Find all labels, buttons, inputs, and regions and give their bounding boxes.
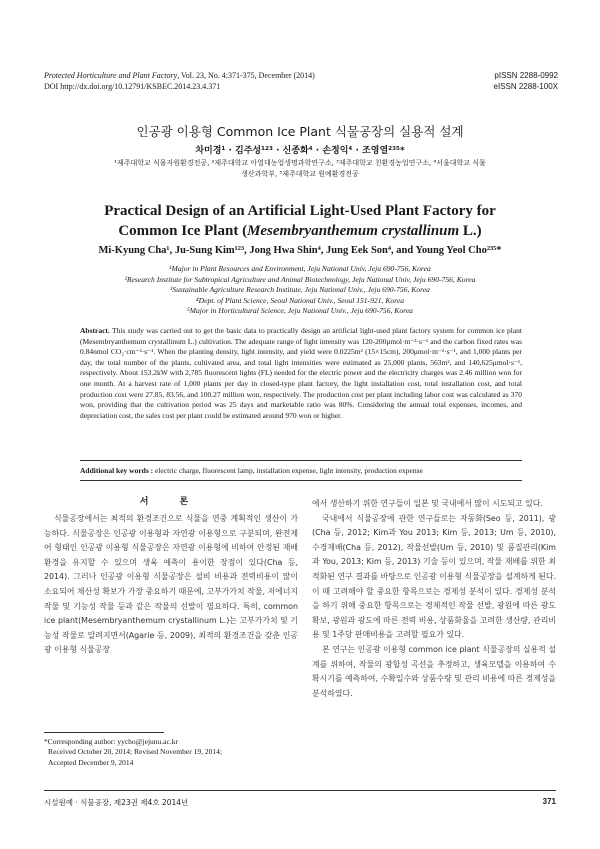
keywords [80, 466, 522, 475]
title-part: L.) [459, 223, 482, 239]
issn-block [494, 70, 559, 92]
english-authors: Mi-Kyung Cha¹, Ju-Sung Kim¹²³, Jong Hwa Shin⁴, Jung Eek Son⁴, and Young Yeol Cho²³⁵* [98, 245, 502, 256]
received-date: Received October 20, 2014; Revised November 19, 2014; [48, 747, 222, 757]
abstract-text: This study was carried out to get the basic data to practically design an artificial light-used plant factory system for common ice plant (Mesembryanthemum crystallinum L.) cultivation. The adequate range of light intensity was 120-200μmol·m⁻²·s⁻¹ and the carbon fixed rates was 0.84nmol CO₂·cm⁻²·s⁻¹. When the planting density, light intensity, and yield were 0.0225m² (15×15cm), 200μmol·m⁻²·s⁻¹, and 1,000 plants per day, the total number of the plants, cultivated area, and total light intensities were estimated as 25,000 plants, 563m², and 140,625μmol·s⁻¹, respectively. About 153.2kW with 2,785 fluorescent lights (FL) needed for the electric power and the electricity charges was 2.46 million won for one month. At a harvest rate of 1,000 plants per day in closed-type plant factory, the light installation cost, total installation cost, and total production cost were 27.85, 83.56, and 100.27 million won, respectively. The production cost per plant including labor cost was calculated as 370 won, providing that the cultivation period was 25 days and marketable ratio was 80%. Considering the annual total expenses, incomes, and depreciation cost, the sales cost per plant could be estimated around 970 won or higher. [80, 326, 522, 420]
english-affiliation-line: ²Research Institute for Subtropical Agriculture and Animal Biotechnology, Jeju National Univ, Jeju 690-756, Korea [124, 274, 476, 284]
abstract [80, 326, 522, 421]
english-affiliation-line: ⁵Major in Horticultural Science, Jeju National Univ., Jeju 690-756, Korea [187, 306, 413, 315]
footnote-rule [44, 732, 164, 733]
keywords-rule-bottom [80, 480, 522, 481]
eissn: eISSN 2288-100X [493, 82, 558, 91]
keywords-label: Additional key words : [80, 466, 154, 475]
species-name: Mesembryanthemum crystallinum [247, 223, 460, 239]
journal-citation: , Vol. 23, No. 4:371-375, December (2014) [177, 71, 315, 80]
keywords-rule-top [80, 460, 522, 461]
paragraph: 식물공장에서는 최적의 환경조건으로 식물을 연중 계획적인 생산이 가능하다. 식물공장은 인공광 이용형과 자연광 이용형으로 구분되며, 완전제어 형태인 인공광 이용형 식물공장은 자연광 이용형에 비하여 안정된 재배 환경을 유지할 수 있으며 생육 예측이 용이한 장점이 있다(Cha 등, 2014). 그러나 인공광 이용형 식물공장은 설비 비용과 전력비용이 많이 소요되어 채산성 확보가 가장 중요하기 때문에, 고부가가치 작물, 저에너지 작물 및 기능성 작물 등과 같은 작물의 선발이 필요하다. 특히, common ice plant(Mesembryanthemum crystallinum L.)는 고부가가치 및 기능성 작물로 알려지면서(Agarie 등, 2009), 최적의 환경조건을 갖춘 인공광 이용형 식물공장 [44, 514, 298, 655]
footnote [44, 737, 298, 768]
korean-affiliation-line: ¹제주대학교 식물자원환경전공, ²제주대학교 아열대농업생명과학연구소, ³제주대학교 친환경농업연구소, ⁴서울대학교 식물 [114, 159, 486, 167]
doi-link[interactable]: DOI http://dx.doi.org/10.12791/KSBEC.2014.23.4.371 [44, 82, 221, 91]
english-affiliation-line: ⁴Dept. of Plant Science, Seoul National Univ., Seoul 151-921, Korea [195, 295, 405, 305]
english-title-line1: Practical Design of an Artificial Light-Used Plant Factory for [104, 203, 496, 219]
pissn: pISSN 2288-0992 [494, 71, 558, 80]
korean-affiliation-line: 생산과학부, ⁵제주대학교 원예환경전공 [241, 170, 359, 178]
journal-header [44, 70, 315, 92]
journal-name: Protected Horticulture and Plant Factory [44, 71, 178, 80]
english-affiliations [40, 264, 560, 317]
page-number: 371 [542, 797, 556, 806]
english-affiliation-line: ¹Major in Plant Resources and Environment, Jeju National Univ, Jeju 690-756, Korea [169, 264, 431, 273]
english-title-line2 [40, 221, 560, 241]
section-heading: 서 론 [139, 497, 203, 507]
accepted-date: Accepted December 9, 2014 [48, 757, 134, 767]
left-column [44, 512, 298, 658]
right-column [312, 497, 556, 701]
korean-title: 인공광 이용형 Common Ice Plant 식물공장의 실용적 설계 [136, 124, 464, 139]
abstract-label: Abstract. [80, 326, 110, 335]
english-title [40, 201, 560, 241]
footer-journal: 시설원예 · 식물공장, 제23권 제4호 2014년 [44, 798, 189, 807]
footer-rule [44, 790, 556, 791]
korean-affiliations [70, 158, 530, 180]
corresponding-author: *Corresponding author: yycho@jejunu.ac.kr [44, 737, 178, 746]
title-part: Common Ice Plant ( [118, 223, 248, 239]
english-affiliation-line: ³Sustainable Agriculture Research Institute, Jeju National Univ., Jeju 690-756, Korea [170, 285, 430, 294]
korean-authors: 차미경¹ · 김주성¹²³ · 신종화⁴ · 손정익⁴ · 조영열²³⁵* [195, 146, 405, 156]
keywords-text: electric charge, fluorescent lamp, installation expense, light intensity, production expense [153, 466, 423, 475]
paragraph: 국내에서 식물공장에 관한 연구들로는 자동화(Seo 등, 2011), 광(Cha 등, 2012; Kim과 You 2013; Kim 등, 2013; Um 등, 2010), 수경재배(Cha 등, 2012), 작물선발(Um 등, 2010) 및 품질관리(Kim과 You, 2013; Kim 등, 2013) 기술 등이 있으며, 작물 재배를 위한 최적화된 연구 결과를 바탕으로 인공광 이용형 식물공장을 설계하게 된다. 이 때 고려해야 할 중요한 항목으로는 경제성 분석이 있다. 경제성 분석을 하기 위해 중요한 항목으로는 경제적인 작물 선발, 광원에 따른 광도 확보, 광원과 광도에 따른 전력 비용, 상품화율을 고려한 생산량, 관리비용 및 1주당 판매비용을 고려할 필요가 있다. [312, 513, 556, 640]
paragraph: 본 연구는 인공광 이용형 common ice plant 식물공장의 실용적 설계를 위하여, 작물의 광합성 곡선을 추정하고, 생육모델을 이용하여 수확시기를 예측하여, 수확일수와 상품수량 및 관리 비용에 따른 경제성을 분석하였다. [312, 644, 556, 698]
paragraph: 에서 생산하기 위한 연구들이 일본 및 국내에서 많이 시도되고 있다. [312, 499, 543, 508]
